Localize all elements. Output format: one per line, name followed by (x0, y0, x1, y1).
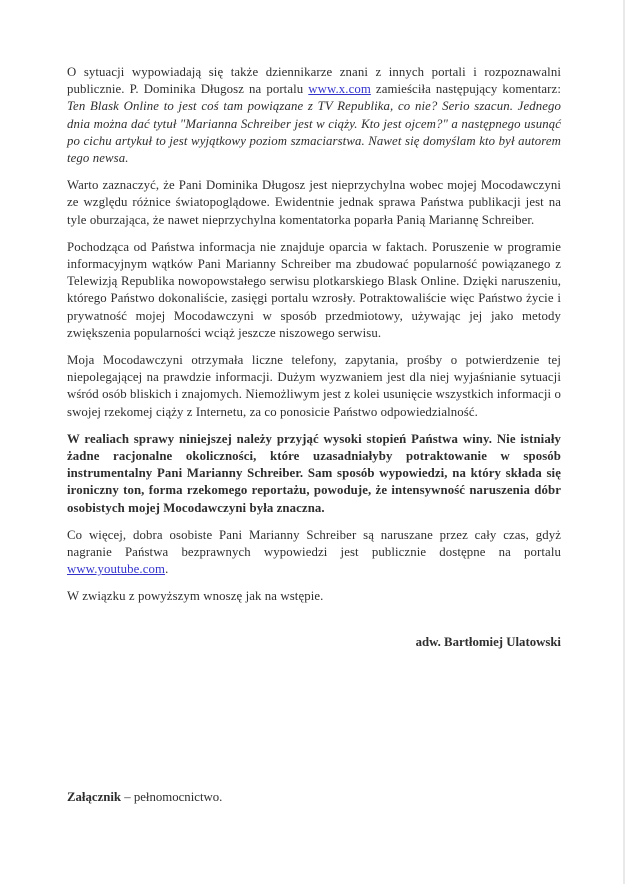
paragraph-text: zamieściła następujący komentarz: (370, 82, 561, 97)
paragraph-phone-calls: Moja Mocodawczyni otrzymała liczne telefony, zapytania, prośby o potwierdzenie tej niepolegającej na prawdzie informacji. Dużym wyzwaniem jest dla niej wyjaśnianie sytuacji wśród osób bliskich i znajomych. Niemożliwym jest z kolei usunięcie wszystkich informacji o swojej rzekomej ciąży z Internetu, za co ponosicie Państwo odpowiedzialność. (67, 353, 561, 419)
paragraph-ongoing-violation (67, 527, 561, 579)
paragraph-closing-motion: W związku z powyższym wnoszę jak na wstępie. (67, 589, 324, 604)
paragraph-dlugosz-attitude: Warto zaznaczyć, że Pani Dominika Długosz jest nieprzychylna wobec mojej Mocodawczyni ze względu różnice światopoglądowe. Ewidentnie jednak sprawa Państwa publikacji jest na tyle oburzająca, że nawet nieprzychylna komentatorka poparła Panią Mariannę Schreiber. (67, 178, 561, 227)
paragraph-degree-of-fault: W realiach sprawy niniejszej należy przyjąć wysoki stopień Państwa winy. Nie istniały żadne racjonalne okoliczności, które uzasadniałyby potraktowanie w sposób instrumentalny Pani Marianny Schreiber. Sam sposób wypowiedzi, na który składa się ironiczny ton, forma rzekomego reportażu, powoduje, że intensywność naruszenia dóbr osobistych mojej Mocodawczyni była znaczna. (67, 431, 561, 515)
signature: adw. Bartłomiej Ulatowski (415, 634, 561, 649)
attachment-note (67, 789, 561, 806)
paragraph-no-facts: Pochodząca od Państwa informacja nie znajduje oparcia w faktach. Poruszenie w programie informacyjnym wątków Pani Marianny Schreiber ma zbudować popularność powiązanego z Telewizją Republika nowopowstałego serwisu plotkarskiego Blask Online. Dzięki naruszeniu, którego Państwo dokonaliście, zasięgi portalu wzrosły. Potraktowaliście więc Państwo życie i prywatność mojej Mocodawczyni w sposób przedmiotowy, używając jej jako metody zwiększenia popularności wciąż jeszcze niszowego serwisu. (67, 239, 561, 340)
attachment-label: Załącznik (67, 790, 122, 804)
paragraph-text: . (165, 562, 169, 577)
page-right-edge-line (623, 0, 625, 884)
quoted-comment-italic: Ten Blask Online to jest coś tam powiązane z TV Republika, co nie? Serio szacun. Jednego dnia można dać tytuł "Marianna Schreiber jest w ciąży. Kto jest ojcem?" a następnego usunąć po cichu artykuł to jest wyjątkowy poziom szmaciarstwa. Nawet się domyślam kto był autorem tego newsa. (67, 99, 561, 166)
attachment-text: – pełnomocnictwo. (121, 790, 223, 804)
paragraph-text: O sytuacji wypowiadają się także dziennikarze znani z innych portali i rozpoznawalni publicznie. P. Dominika Długosz na portalu (67, 65, 561, 97)
document-body (67, 64, 561, 651)
youtube-link[interactable]: www.youtube.com (67, 562, 166, 577)
x-com-link[interactable]: www.x.com (308, 82, 371, 97)
paragraph-text: Co więcej, dobra osobiste Pani Marianny Schreiber są naruszane przez cały czas, gdyż nagranie Państwa bezprawnych wypowiedzi jest publicznie dostępne na portalu (67, 527, 561, 560)
paragraph-journalists-comment (67, 64, 561, 167)
